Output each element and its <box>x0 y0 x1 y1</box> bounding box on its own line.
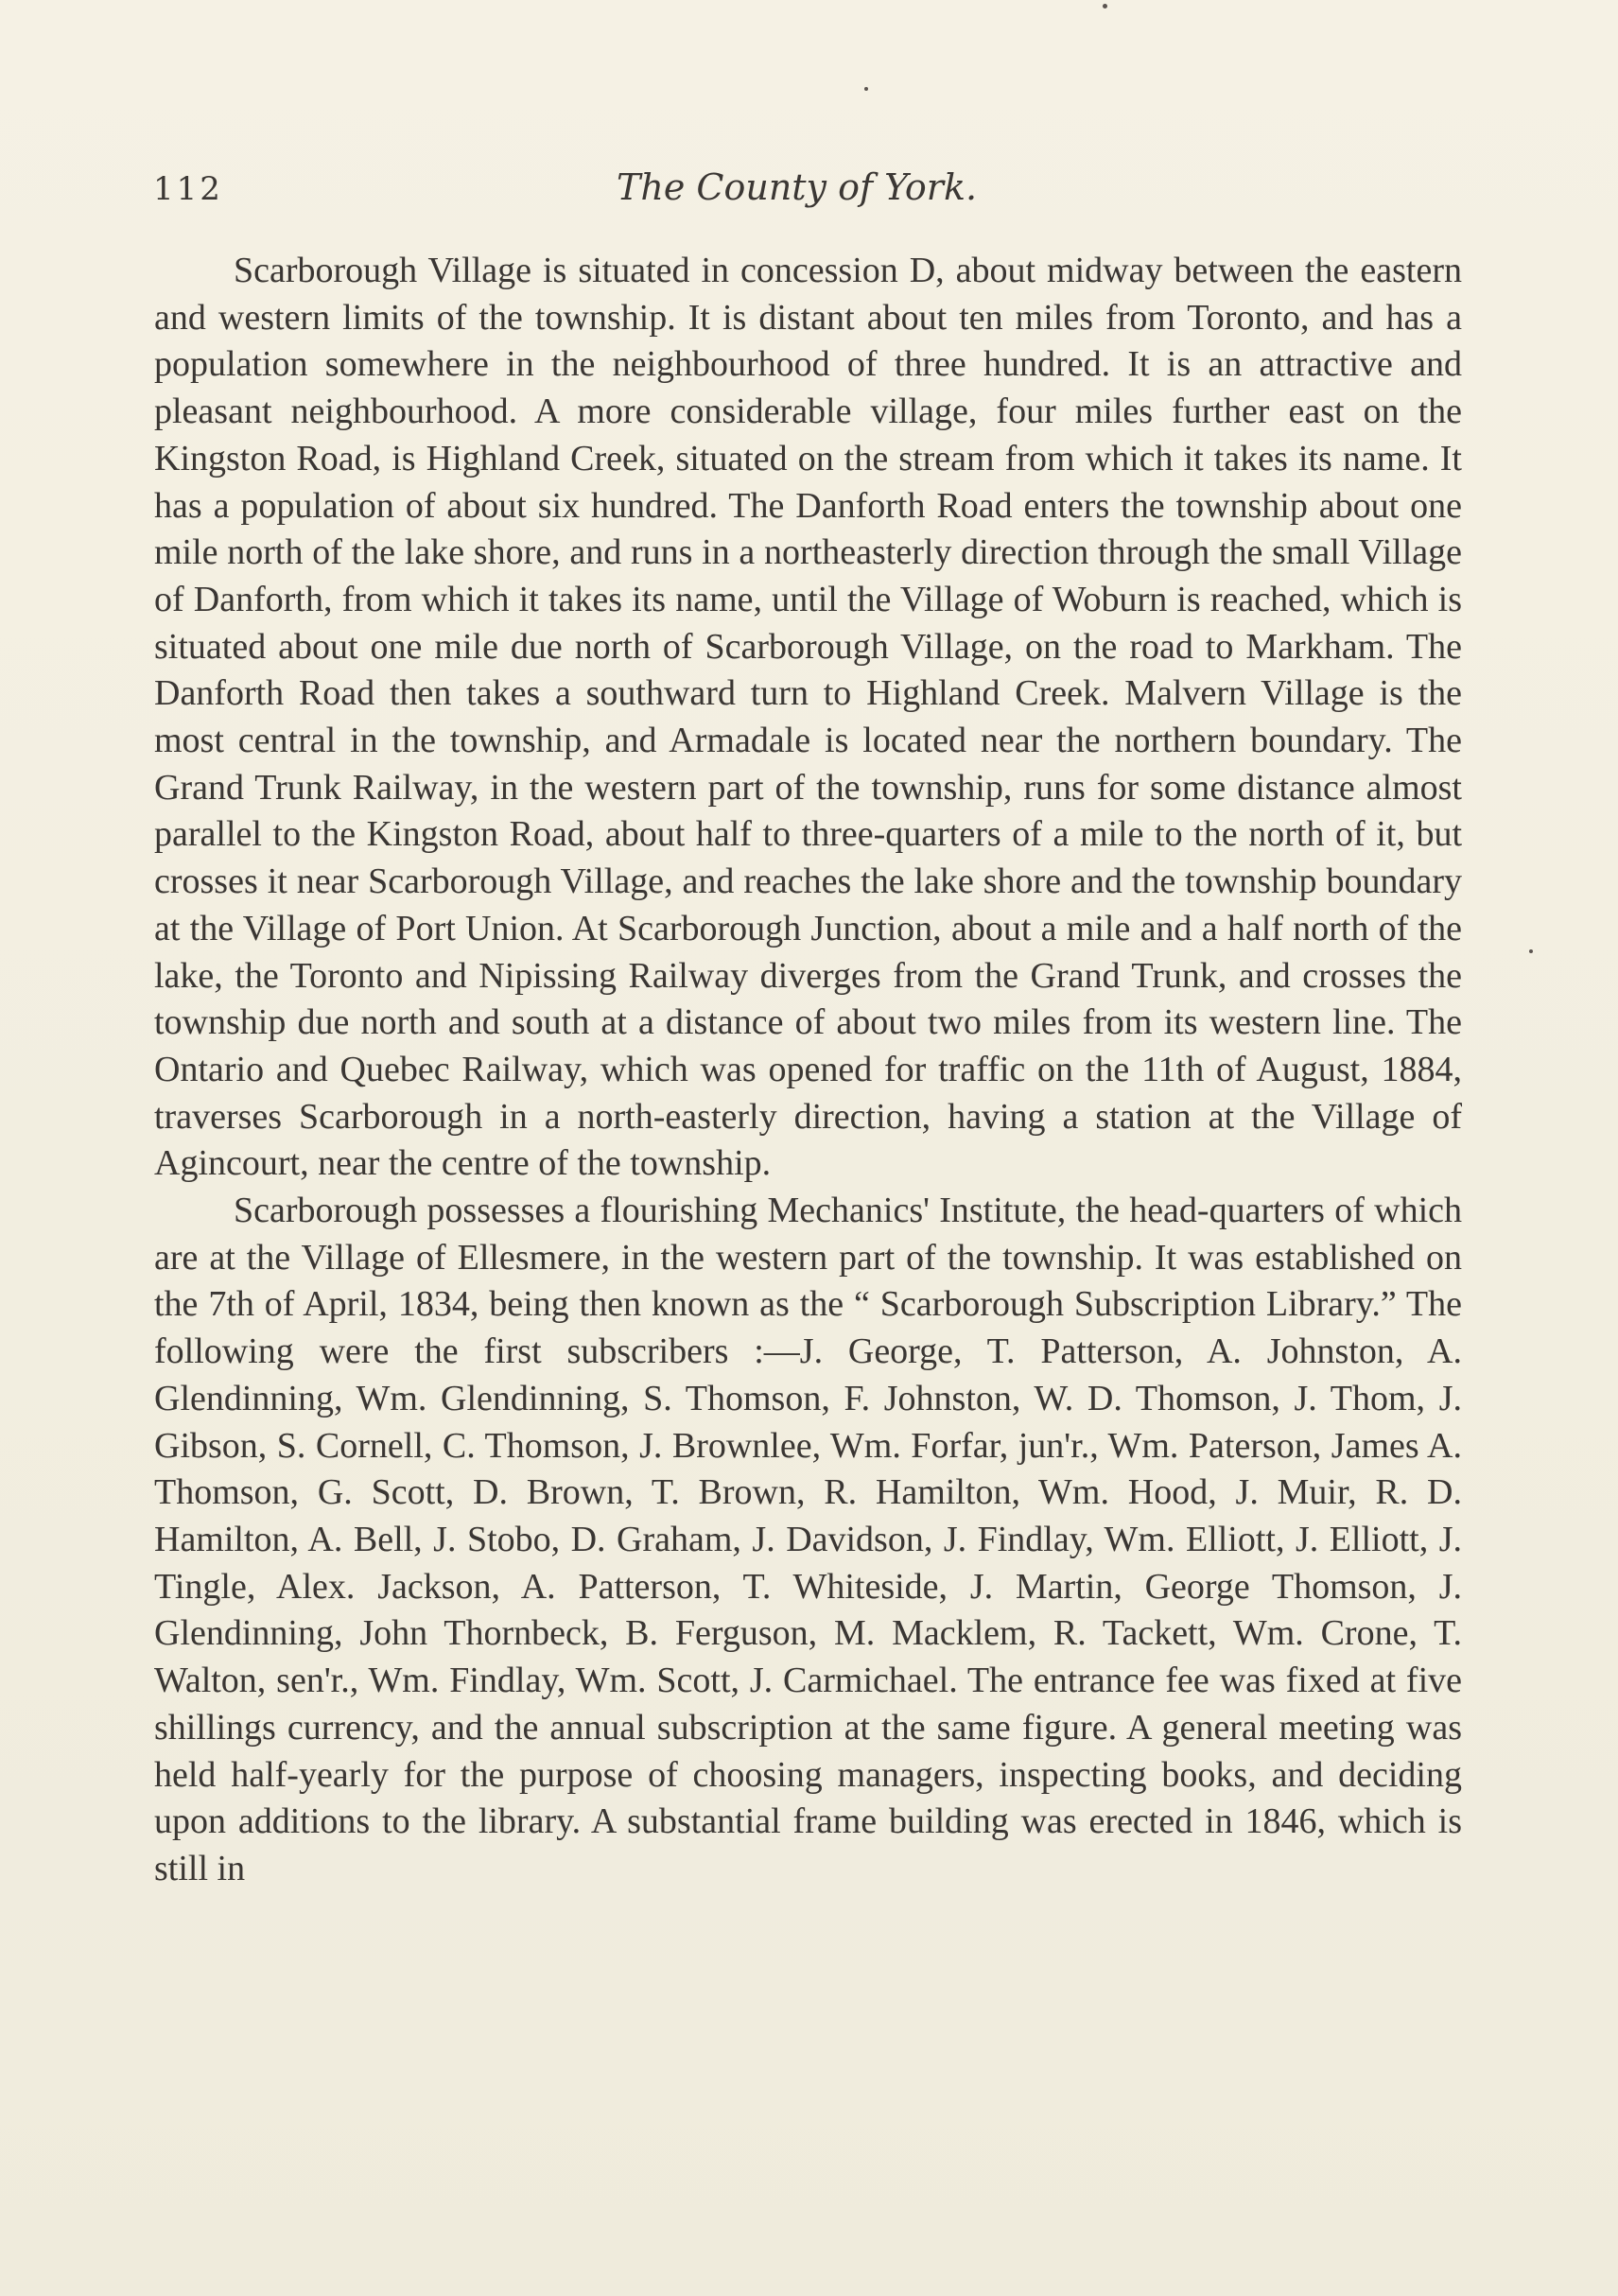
page-header <box>153 163 1458 219</box>
page-number: 112 <box>153 170 223 208</box>
ink-speck <box>1103 4 1107 9</box>
paragraph: Scarborough possesses a flourishing Mechanics' Institute, the head-quarters of which are at the Village of Ellesmere, in the western part of the township. It was established on the 7th of April, 1834, being then known as the “ Scarborough Subscription Library.” The following were the first subscribers :—J. George, T. Patterson, A. Johnston, A. Glendinning, Wm. Glendinning, S. Thomson, F. Johnston, W. D. Thomson, J. Thom, J. Gibson, S. Cornell, C. Thomson, J. Brownlee, Wm. Forfar, jun'r., Wm. Paterson, James A. Thomson, G. Scott, D. Brown, T. Brown, R. Hamilton, Wm. Hood, J. Muir, R. D. Hamilton, A. Bell, J. Stobo, D. Graham, J. Davidson, J. Findlay, Wm. Elliott, J. Elliott, J. Tingle, Alex. Jackson, A. Patterson, T. Whiteside, J. Martin, George Thomson, J. Glendinning, John Thornbeck, B. Ferguson, M. Macklem, R. Tackett, Wm. Crone, T. Walton, sen'r., Wm. Findlay, Wm. Scott, J. Carmichael. The entrance fee was fixed at five shillings currency, and the annual subscription at the same figure. A general meeting was held half-yearly for the purpose of choosing managers, inspecting books, and deciding upon additions to the library. A substantial frame building was erected in 1846, which is still in <box>154 1191 1462 1888</box>
body-text <box>154 248 1462 1893</box>
ink-speck <box>1529 949 1533 953</box>
running-title: The County of York. <box>617 166 978 208</box>
paragraph: Scarborough Village is situated in concession D, about midway between the eastern and western limits of the township. It is distant about ten miles from Toronto, and has a population somewhere in the neighbourhood of three hundred. It is an attractive and pleasant neighbourhood. A more considerable village, four miles further east on the Kingston Road, is Highland Creek, situated on the stream from which it takes its name. It has a population of about six hundred. The Danforth Road enters the township about one mile north of the lake shore, and runs in a northeasterly direction through the small Village of Danforth, from which it takes its name, until the Village of Woburn is reached, which is situated about one mile due north of Scarborough Village, on the road to Markham. The Danforth Road then takes a southward turn to Highland Creek. Malvern Village is the most central in the township, and Armadale is located near the northern boundary. The Grand Trunk Railway, in the western part of the township, runs for some distance almost parallel to the Kingston Road, about half to three-quarters of a mile to the north of it, but crosses it near Scarborough Village, and reaches the lake shore and the township boundary at the Village of Port Union. At Scarborough Junction, about a mile and a half north of the lake, the Toronto and Nipissing Railway diverges from the Grand Trunk, and crosses the township due north and south at a distance of about two miles from its western line. The Ontario and Quebec Railway, which was opened for traffic on the 11th of August, 1884, traverses Scarborough in a north-easterly direction, having a station at the Village of Agincourt, near the centre of the township. <box>154 251 1462 1184</box>
ink-speck <box>864 87 868 91</box>
